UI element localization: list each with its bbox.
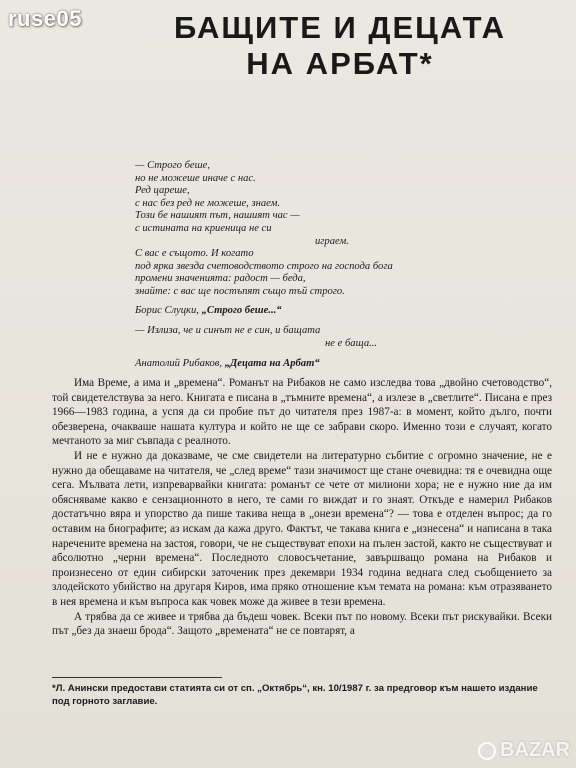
poem-line: Ред цареше, <box>135 185 190 197</box>
watermark: ruse05 <box>8 6 82 31</box>
logo-ring-icon <box>478 742 496 760</box>
attribution-work: „Строго беше...“ <box>201 304 282 316</box>
attribution-author: Анатолий Рибаков, <box>135 358 225 370</box>
body-text <box>52 376 552 639</box>
poem-line: С вас е същото. И когато <box>135 248 254 260</box>
paragraph: И не е нужно да доказваме, че сме свидетели на литературно събитие с огромно значение, не е нужно да обещаваме на читателя, че „след време“ тази значимост ще стане очевидна: тя е очевидна още сега. Мълвата лети, изпреварвайки книгата: романът се чете от милиони хора; не е нужно ние да им обясняваме какво е сензационното в него, те сами го виждат и го знаят. Откъде е намерил Рибаков достатъчно вяра и упорство да пише такива неща в „онези времена“? — това е отделен въпрос; да го оставим на биографите; аз искам да кажа друго. Фактът, че такава книга е „изнесена“ и написана в така наречените времена на застоя, говори, че не съществуват епохи на пълен застой, както не съществуват и абсолютно „черни времена“. Последното словосъчетание, завършващо романа на Рибаков и произнесено от един сибирски заточеник през декември 1934 година веднага след съобщението за злодейското убийство на другаря Киров, има пряко отношение към темата на романа: към отразяването в нея времена и към въпроса как човек може да живее в тези времена. <box>52 449 552 608</box>
title-line-1: БАЩИТЕ И ДЕЦАТА <box>173 10 507 45</box>
title-line-2: НА АРБАТ* <box>246 46 434 81</box>
logo-text: BAZAR <box>500 739 570 761</box>
footnote: *Л. Анински предостави статията си от сп. „Октябрь“, кн. 10/1987 г. за предговор към нашето издание под горното заглавие. <box>52 683 538 707</box>
poem-line: но не можеше иначе с нас. <box>135 172 256 184</box>
poem-line: играем. <box>315 235 349 247</box>
watermark-logo <box>478 739 570 762</box>
poem-line: Този бе нашият път, нашият час — <box>135 210 300 222</box>
poem-line: промени значенията: радост — беда, <box>135 273 306 285</box>
poem-line: с истината на криеница не си <box>135 222 272 234</box>
poem-line: знайте: с вас ще постъпят също тъй строго. <box>135 285 345 297</box>
poem-line: под ярка звезда счетоводството строго на господа бога <box>135 260 393 272</box>
epigraph <box>135 160 515 371</box>
poem-line: с нас без ред не можеше, знаем. <box>135 197 281 209</box>
attribution-1 <box>135 305 515 318</box>
footnote-divider <box>52 677 222 678</box>
attribution-2 <box>135 358 515 371</box>
poem-line: — Строго беше, <box>135 160 210 171</box>
attribution-work: „Децата на Арбат“ <box>224 358 320 370</box>
quote-line: не е баща... <box>325 337 378 349</box>
quote-line: — Излиза, че и синът не е син, и бащата <box>135 325 321 337</box>
paragraph: А трябва да се живее и трябва да бъдеш човек. Всеки път по новому. Всеки път рискувайки. Всеки път „без да знаеш брода“. Защото „времената“ не се повтарят, а <box>52 610 552 638</box>
paragraph: Има Време, а има и „времена“. Романът на Рибаков не само изследва това „двойно счетоводство“, той свидетелствува за него. Книгата е писана в „тъмните времена“, а излезе в „светлите“. Писана е през 1966—1983 година, а успя да си пробие път до читателя през 1987-а: в момент, който дълго, почти обезверена, очакваше нашата култура и който не ще се забрави скоро. Именно този е случаят, когато мечтаното за миг съвпада с реалното. <box>52 377 552 448</box>
attribution-author: Борис Слуцки, <box>135 304 202 316</box>
page-title <box>120 10 560 82</box>
